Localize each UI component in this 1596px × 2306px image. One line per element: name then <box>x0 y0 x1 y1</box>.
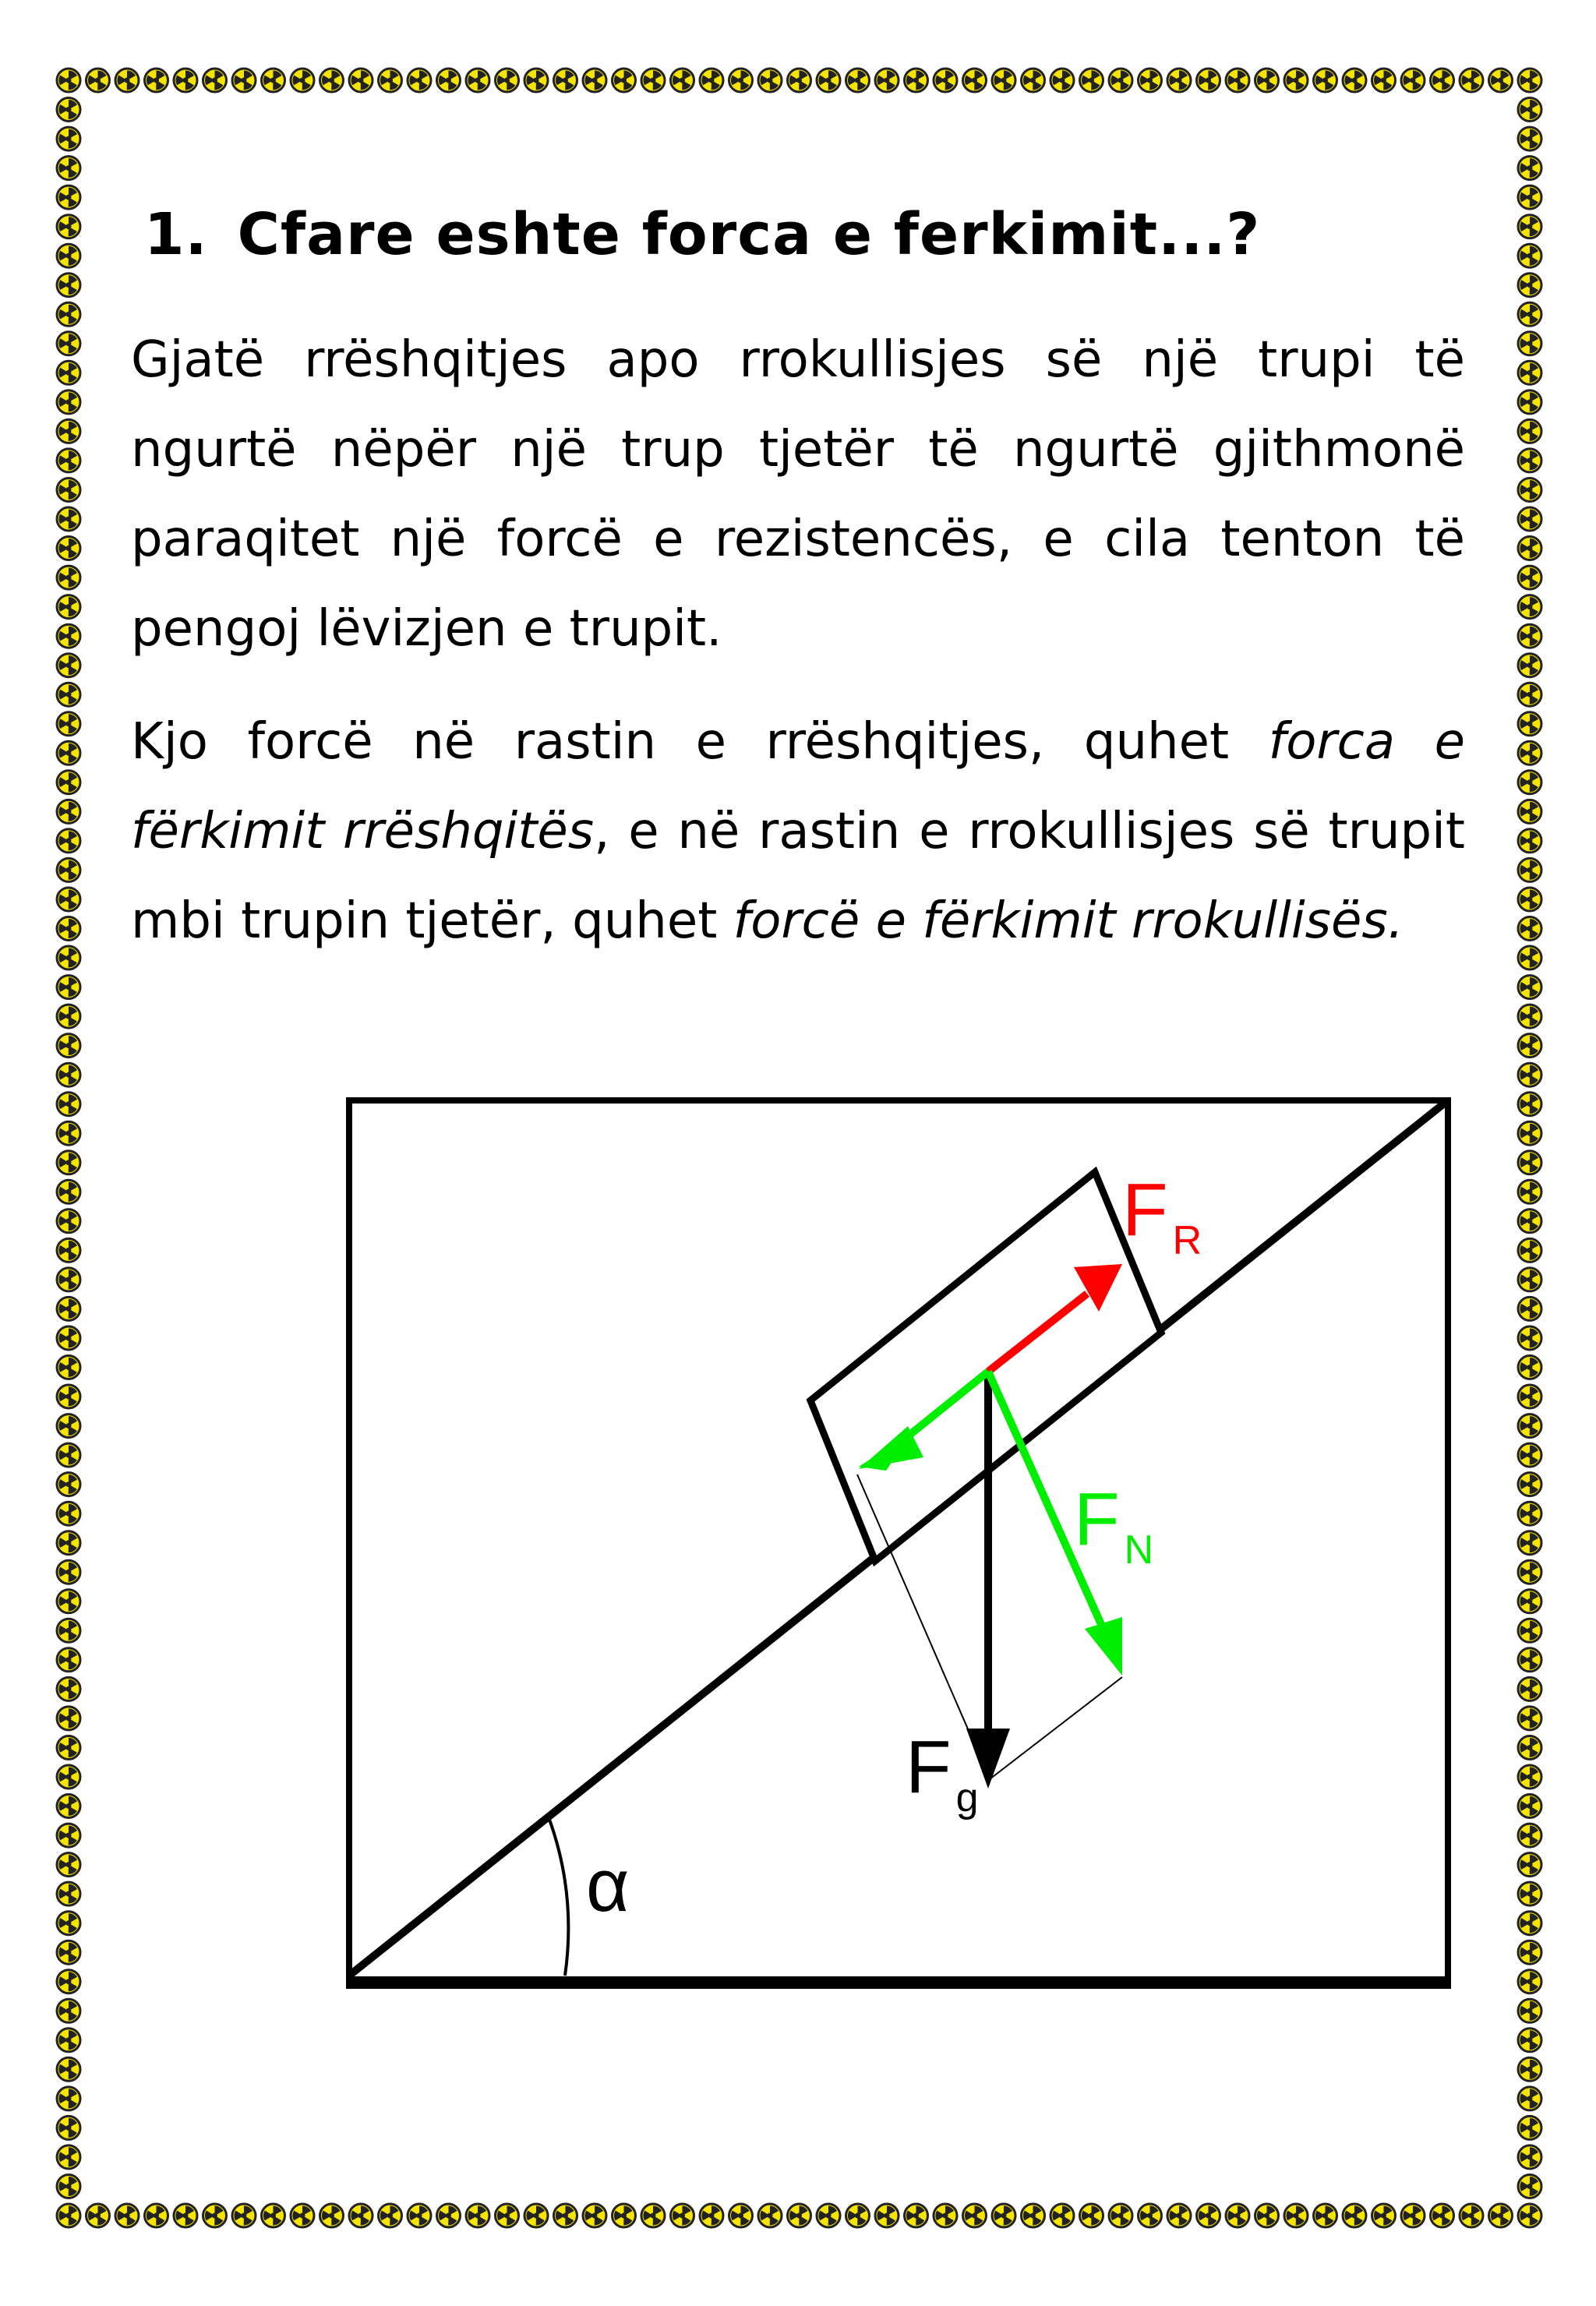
section-title: Cfare eshte forca e ferkimit...? <box>237 201 1261 268</box>
angle-arc <box>549 1817 568 1976</box>
normal-label-main: F <box>1074 1478 1120 1561</box>
p2-text-2: , e në rastin e rrokullisjes së trupit mbi trupin tjetër, quhet <box>131 803 1466 950</box>
gravity-label <box>906 1725 979 1820</box>
friction-label-sub: R <box>1172 1218 1202 1263</box>
gravity-label-sub: g <box>955 1775 979 1820</box>
term-sliding-friction: forca e fërkimit rrëshqitës <box>131 713 1466 860</box>
friction-label-main: F <box>1122 1168 1168 1252</box>
gravity-label-main: F <box>906 1725 952 1809</box>
construction-line <box>990 1677 1122 1779</box>
section-number: 1. <box>144 201 208 268</box>
normal-label <box>1074 1478 1153 1573</box>
normal-label-sub: N <box>1124 1527 1154 1573</box>
angle-label: α <box>586 1844 630 1927</box>
paragraph-definition: Gjatë rrëshqitjes apo rrokullisjes së një trupi të ngurtë nëpër një trup tjetër të ngurtë gjithmonë paraqitet një forcë e rezistencës, e cila tenton të pengoj lëvizjen e trupit. <box>131 331 1465 658</box>
normal-component-arrowhead <box>1085 1617 1122 1676</box>
term-rolling-friction: forcë e fërkimit rrokullisës. <box>733 892 1404 950</box>
friction-label <box>1122 1168 1202 1263</box>
p2-text-1: Kjo forcë në rastin e rrëshqitjes, quhet <box>131 713 1269 771</box>
